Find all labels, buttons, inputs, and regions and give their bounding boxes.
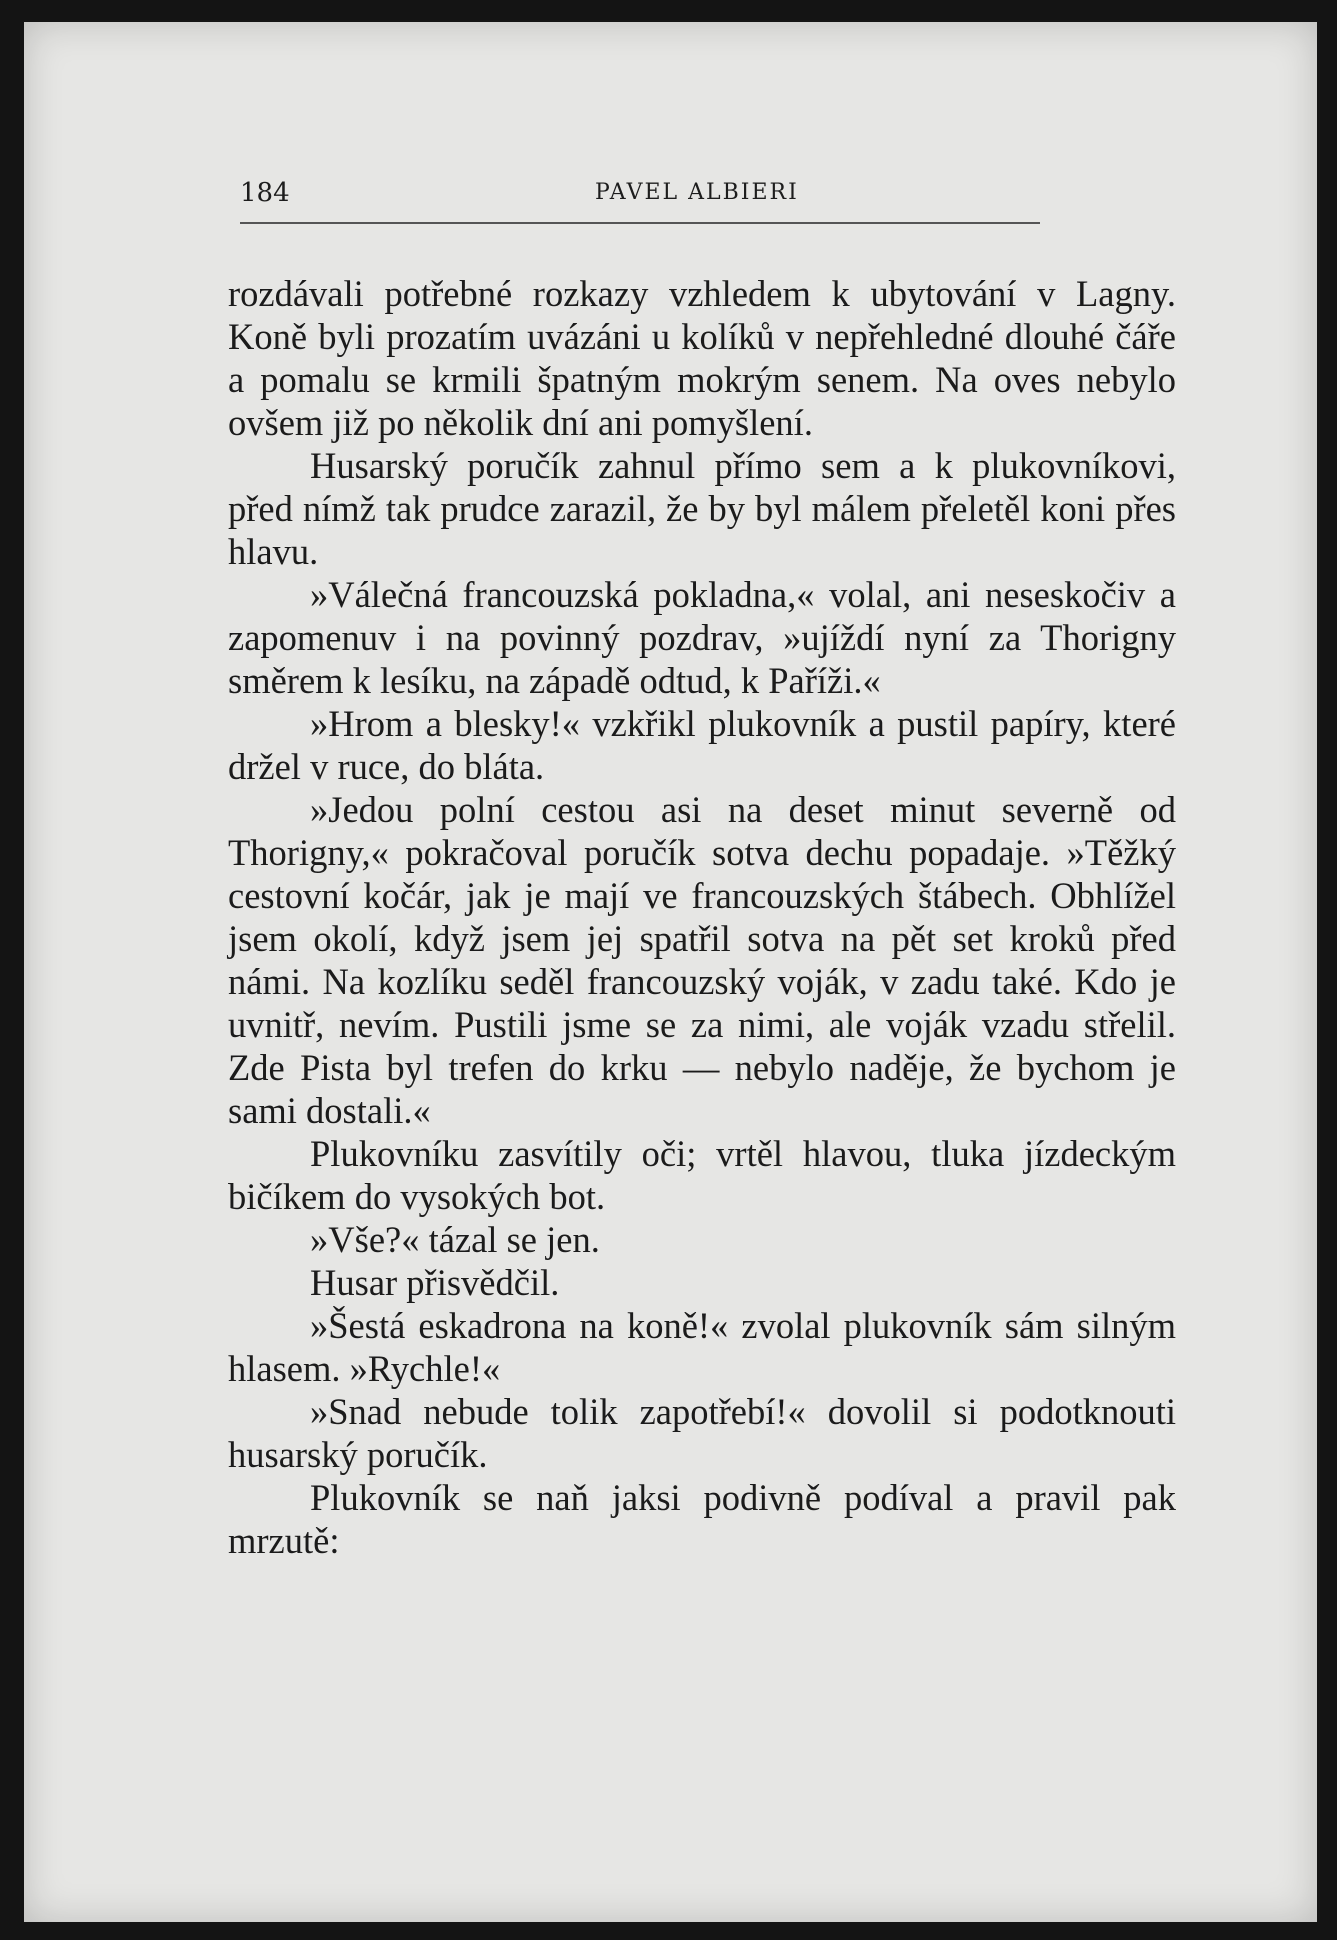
paragraph: rozdávali potřebné rozkazy vzhledem k ubytování v Lagny. Koně byli prozatím uvázáni u kolíků v nepřehledné dlouhé čáře a pomalu se krmili špatným mokrým senem. Na oves nebylo ovšem již po několik dní ani pomyšlení. — [228, 273, 1176, 443]
paragraph: »Šestá eskadrona na koně!« zvolal plukovník sám silným hlasem. »Rychle!« — [228, 1305, 1176, 1389]
paragraph: Husarský poručík zahnul přímo sem a k plukovníkovi, před nímž tak prudce zarazil, že by byl málem přeletěl koni přes hlavu. — [228, 445, 1176, 572]
body-text — [228, 272, 1176, 1562]
running-head: PAVEL ALBIERI — [595, 180, 799, 205]
page-number: 184 — [240, 178, 290, 208]
paragraph: »Snad nebude tolik zapotřebí!« dovolil si podotknouti husarský poručík. — [228, 1391, 1176, 1475]
paragraph: Plukovníku zasvítily oči; vrtěl hlavou, tluka jízdeckým bičíkem do vysokých bot. — [228, 1133, 1176, 1217]
header-rule — [240, 222, 1040, 224]
paragraph: »Jedou polní cestou asi na deset minut severně od Thorigny,« pokračoval poručík sotva dechu popadaje. »Těžký cestovní kočár, jak je mají ve francouzských štábech. Obhlížel jsem okolí, když jsem jej spatřil sotva na pět set kroků před námi. Na kozlíku seděl francouzský voják, v zadu také. Kdo je uvnitř, nevím. Pustili jsme se za nimi, ale voják vzadu střelil. Zde Pista byl trefen do krku — nebylo naděje, že bychom je sami dostali.« — [228, 789, 1176, 1131]
paragraph: Husar přisvědčil. — [310, 1262, 560, 1303]
paragraph: »Hrom a blesky!« vzkřikl plukovník a pustil papíry, které držel v ruce, do bláta. — [228, 703, 1176, 787]
paragraph: »Vše?« tázal se jen. — [310, 1219, 600, 1260]
paragraph: »Válečná francouzská pokladna,« volal, ani neseskočiv a zapomenuv i na povinný pozdrav, »ujíždí nyní za Thorigny směrem k lesíku, na západě odtud, k Paříži.« — [228, 574, 1176, 701]
paragraph: Plukovník se naň jaksi podivně podíval a pravil pak mrzutě: — [228, 1477, 1176, 1561]
page-header — [240, 178, 1040, 222]
